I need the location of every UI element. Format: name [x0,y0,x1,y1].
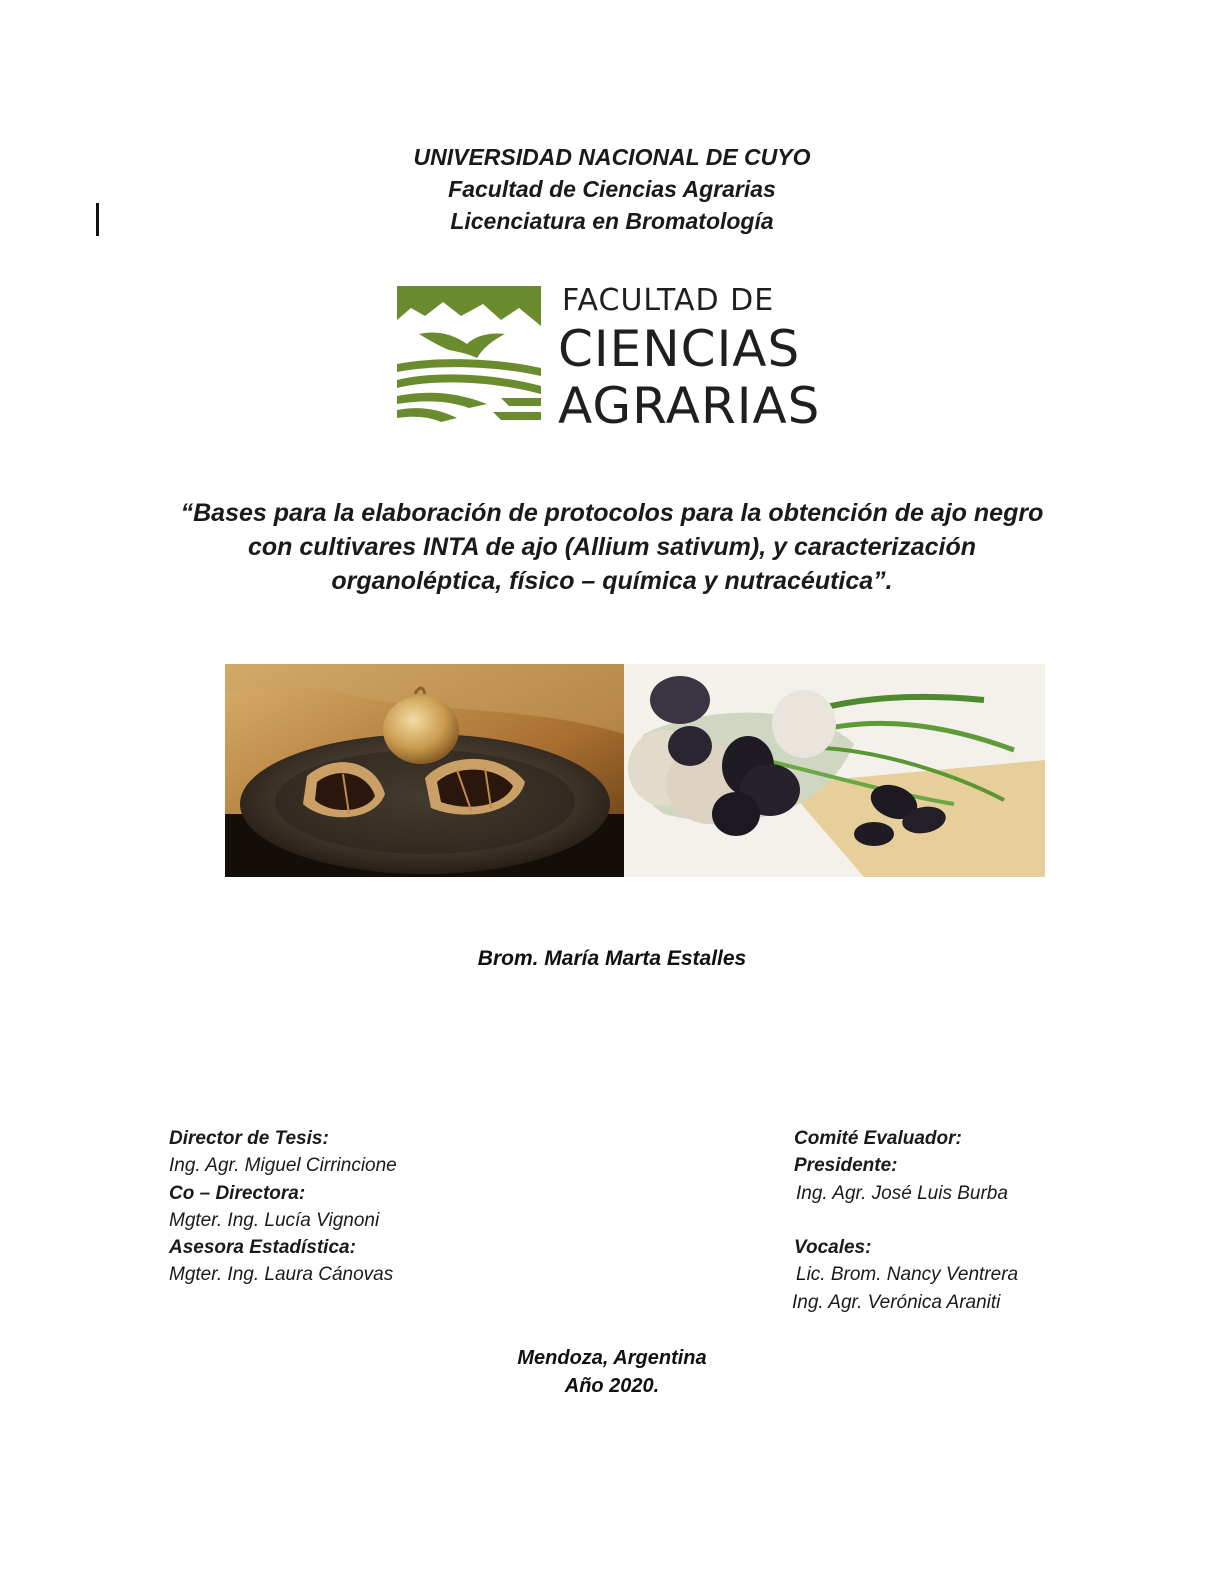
director-name: Ing. Agr. Miguel Cirrincione [169,1155,397,1177]
field-stripe [493,412,541,420]
thesis-title-line3: organoléptica, físico – química y nutracéutica”. [331,567,893,595]
author-name: Brom. María Marta Estalles [477,947,747,970]
member-1-name: Lic. Brom. Nancy Ventrera [796,1264,1019,1286]
president-label: Presidente: [794,1155,898,1177]
director-label: Director de Tesis: [169,1128,329,1149]
thesis-title-line1: “Bases para la elaboración de protocolos para la obtención de ajo negro [180,499,1044,527]
member-2-name: Ing. Agr. Verónica Araniti [792,1291,1001,1313]
codirector-name: Mgter. Ing. Lucía Vignoni [169,1209,380,1231]
members-label: Vocales: [794,1237,872,1259]
advisors-column [169,1125,589,1289]
president-name: Ing. Agr. José Luis Burba [796,1182,1008,1204]
logo-text-line3: AGRARIAS [558,377,821,435]
advisor-label: Asesora Estadística: [169,1237,356,1259]
spacer [794,1207,1124,1234]
codirector-label: Co – Directora: [169,1182,306,1204]
university-name: UNIVERSIDAD NACIONAL DE CUYO [413,144,811,170]
footer [0,1344,1224,1400]
logo-text-line1: FACULTAD DE [562,283,775,318]
committee-label: Comité Evaluador: [794,1128,962,1149]
text-cursor [96,203,99,236]
degree-name: Licenciatura en Bromatología [450,208,774,234]
black-garlic-cloves-photo [624,664,1045,877]
advisor-name: Mgter. Ing. Laura Cánovas [169,1264,394,1286]
footer-year: Año 2020. [564,1375,660,1397]
committee-column [794,1125,1124,1316]
logo-text-line2: CIENCIAS [558,320,801,378]
faculty-name: Facultad de Ciencias Agrarias [448,176,776,202]
thesis-title-line2: con cultivares INTA de ajo (Allium sativum), y caracterización [247,533,976,561]
thesis-title [0,496,1224,598]
faculty-logo-emblem [397,286,542,428]
footer-place: Mendoza, Argentina [517,1347,707,1369]
black-garlic-plate-photo [225,664,624,877]
